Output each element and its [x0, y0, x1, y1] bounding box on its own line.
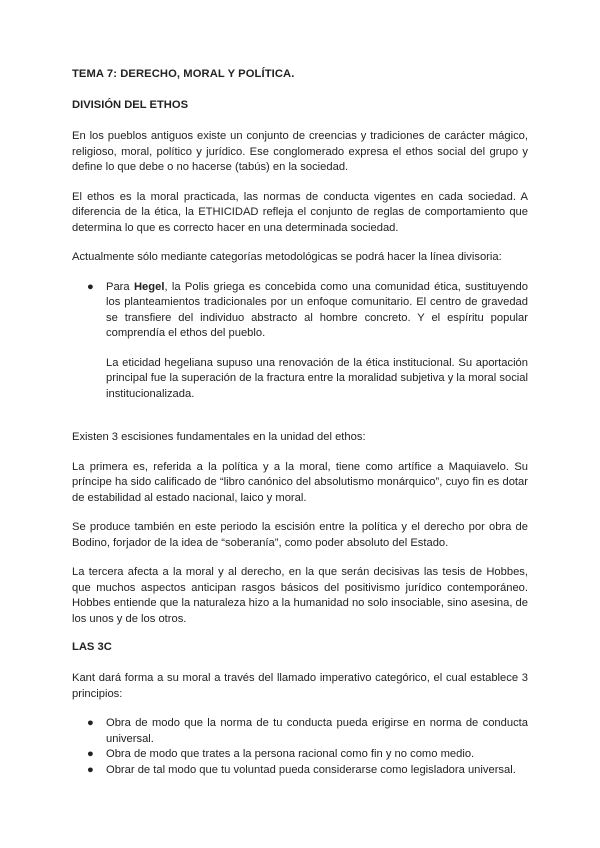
paragraph: En los pueblos antiguos existe un conjunto de creencias y tradiciones de carácter mágico, religioso, moral, político y jurídico. Ese conglomerado expresa el ethos social del grupo y define lo que debe o no hacerse (tabús) en la sociedad.: [72, 130, 528, 173]
paragraph: Kant dará forma a su moral a través del llamado imperativo categórico, el cual establece 3 principios:: [72, 672, 528, 700]
list-item: [72, 763, 528, 779]
section-heading-division-ethos: DIVISIÓN DEL ETHOS: [72, 99, 189, 111]
paragraph: La tercera afecta a la moral y al derecho, en la que serán decisivas las tesis de Hobbes, que muchos aspectos anticipan rasgos básicos del positivismo jurídico contemporáneo. Hobbes entiende que la naturaleza hizo a la humanidad no solo insociable, sino asesina, de los unos y de los otros.: [72, 566, 528, 625]
bullet-icon: ●: [87, 717, 94, 729]
bullet-icon: ●: [87, 763, 94, 776]
kant-bullet-list: [72, 716, 528, 778]
paragraph: Existen 3 escisiones fundamentales en la unidad del ethos:: [72, 431, 366, 443]
hegel-bullet-list: [72, 280, 528, 342]
section-heading-las-3c: LAS 3C: [72, 641, 112, 653]
bullet-text: Obra de modo que trates a la persona racional como fin y no como medio.: [106, 748, 475, 760]
bullet-icon: ●: [87, 280, 94, 293]
paragraph: Se produce también en este periodo la escisión entre la política y el derecho por obra de Bodino, forjador de la idea de “soberanía”, como poder absoluto del Estado.: [72, 521, 528, 549]
list-item: [72, 747, 528, 763]
paragraph: Actualmente sólo mediante categorías metodológicas se podrá hacer la línea divisoria:: [72, 251, 502, 263]
bullet-text: Obra de modo que la norma de tu conducta pueda erigirse en norma de conducta universal.: [106, 717, 528, 745]
indented-paragraph: La eticidad hegeliana supuso una renovación de la ética institucional. Su aportación principal fue la superación de la fractura entre la moralidad subjetiva y la moral social institucionalizada.: [106, 356, 528, 400]
bullet-text: , la Polis griega es concebida como una comunidad ética, sustituyendo los planteamientos tradicionales por un enfoque comunitario. El centro de gravedad se transfiere del individuo abstracto al hombre concreto. Y el espíritu popular comprendía el ethos del pueblo.: [106, 280, 528, 339]
bullet-bold-term: Hegel: [133, 280, 165, 293]
list-item: [72, 716, 528, 747]
paragraph: El ethos es la moral practicada, las normas de conducta vigentes en cada sociedad. A diferencia de la ética, la ETHICIDAD refleja el conjunto de reglas de comportamiento que determina lo que es correcto hacer en una determinada sociedad.: [72, 190, 528, 234]
bullet-icon: ●: [87, 748, 94, 760]
bullet-prefix: Para: [106, 280, 134, 293]
document-title: TEMA 7: DERECHO, MORAL Y POLÍTICA.: [72, 68, 295, 80]
list-item: [72, 280, 528, 342]
bullet-text: Obrar de tal modo que tu voluntad pueda considerarse como legisladora universal.: [106, 763, 516, 776]
paragraph: La primera es, referida a la política y a la moral, tiene como artífice a Maquiavelo. Su príncipe ha sido calificado de “libro canónico del absolutismo monárquico”, cuyo fin es dotar de estabilidad al estado nacional, laico y moral.: [72, 460, 528, 504]
document-body: [72, 68, 528, 778]
